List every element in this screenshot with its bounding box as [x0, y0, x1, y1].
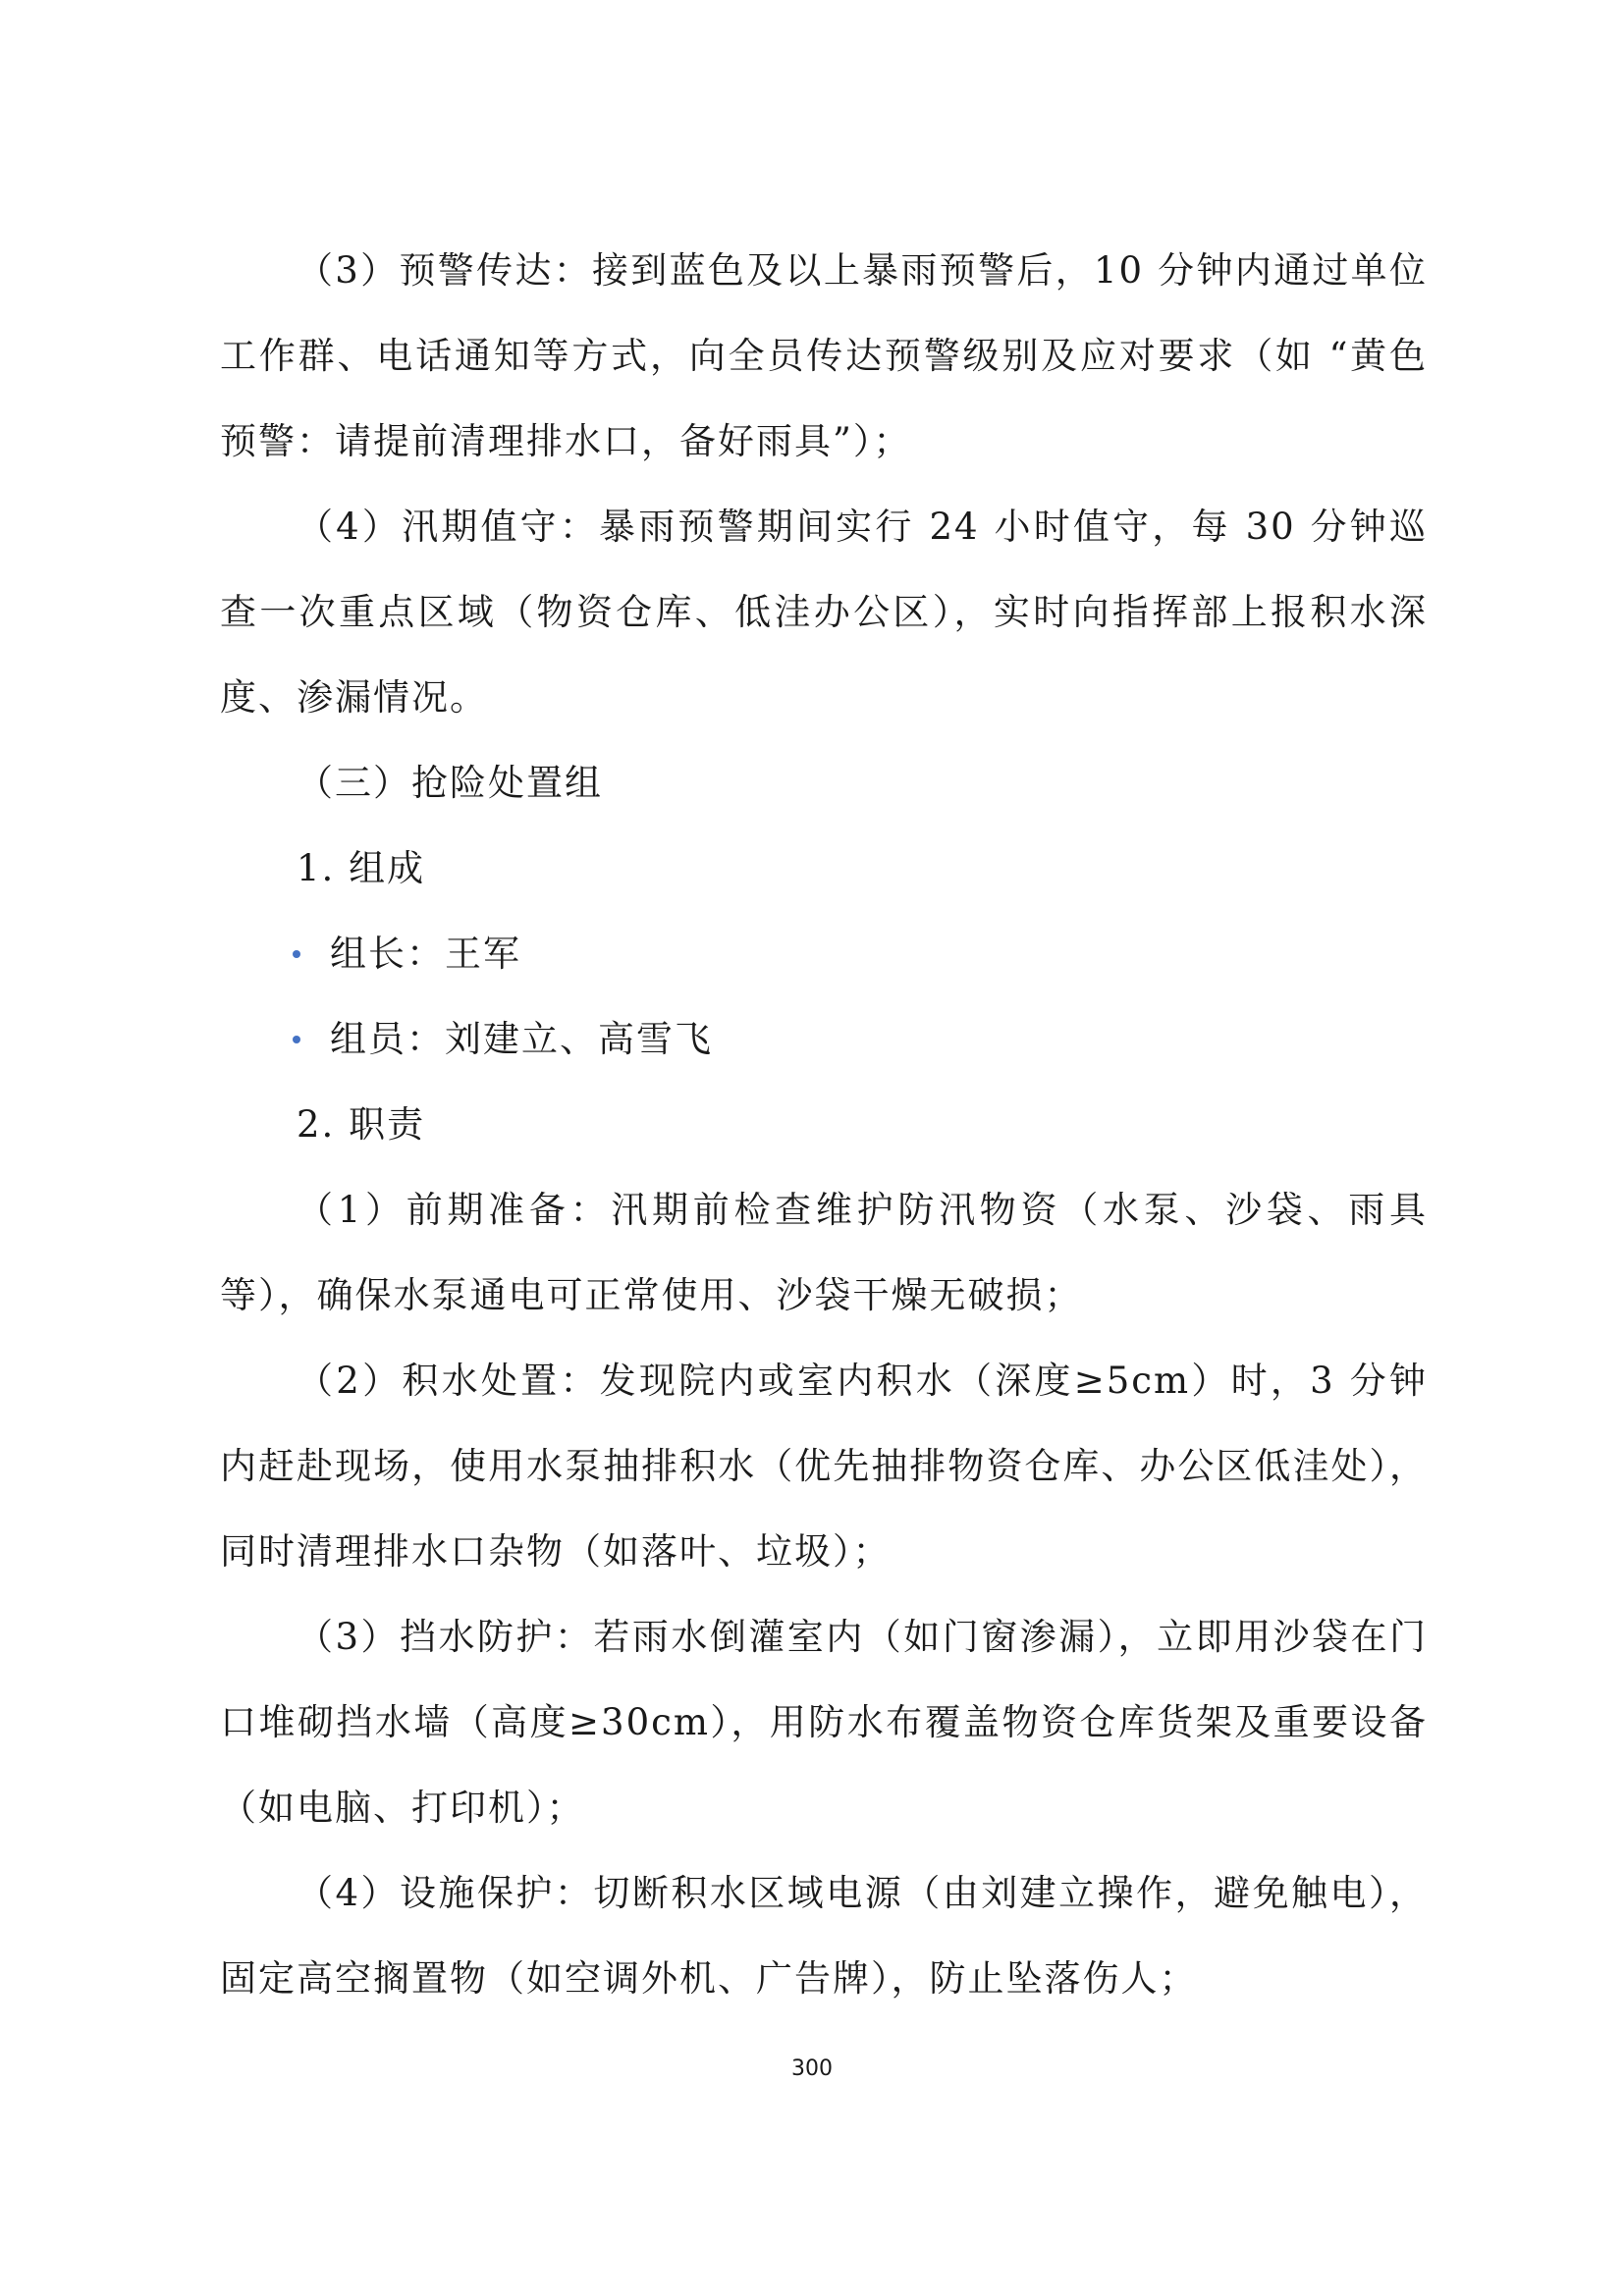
page-body: [220, 228, 1428, 2021]
list-item-group-members: [220, 996, 1428, 1082]
subheading-composition: 1. 组成: [297, 847, 426, 889]
page-number: 300: [791, 2056, 833, 2081]
section-heading-rescue-group: （三）抢险处置组: [297, 762, 603, 804]
paragraph-water-blocking: （3）挡水防护：若雨水倒灌室内（如门窗渗漏），立即用沙袋在门口堆砌挡水墙（高度≥30cm），用防水布覆盖物资仓库货架及重要设备（如电脑、打印机）；: [220, 1616, 1428, 1829]
subheading-duties: 2. 职责: [297, 1103, 426, 1146]
paragraph-flood-duty: （4）汛期值守：暴雨预警期间实行 24 小时值守，每 30 分钟巡查一次重点区域（物资仓库、低洼办公区），实时向指挥部上报积水深度、渗漏情况。: [220, 506, 1428, 719]
paragraph-water-disposal: （2）积水处置：发现院内或室内积水（深度≥5cm）时，3 分钟内赶赴现场，使用水泵抽排积水（优先抽排物资仓库、办公区低洼处），同时清理排水口杂物（如落叶、垃圾）；: [220, 1360, 1428, 1573]
list-item-text: 组长：王军: [330, 933, 521, 975]
list-item-group-leader: [220, 911, 1428, 996]
paragraph-preparation: （1）前期准备：汛期前检查维护防汛物资（水泵、沙袋、雨具等），确保水泵通电可正常使用、沙袋干燥无破损；: [220, 1189, 1428, 1316]
paragraph-facility-protection: （4）设施保护：切断积水区域电源（由刘建立操作，避免触电），固定高空搁置物（如空调外机、广告牌），防止坠落伤人；: [220, 1872, 1428, 2000]
bullet-dot-icon: [293, 950, 300, 958]
paragraph-warning-transmission: （3）预警传达：接到蓝色及以上暴雨预警后，10 分钟内通过单位工作群、电话通知等方式，向全员传达预警级别及应对要求（如 “黄色预警：请提前清理排水口，备好雨具”）；: [220, 249, 1428, 462]
bullet-dot-icon: [293, 1036, 300, 1043]
list-item-text: 组员：刘建立、高雪飞: [330, 1018, 713, 1060]
